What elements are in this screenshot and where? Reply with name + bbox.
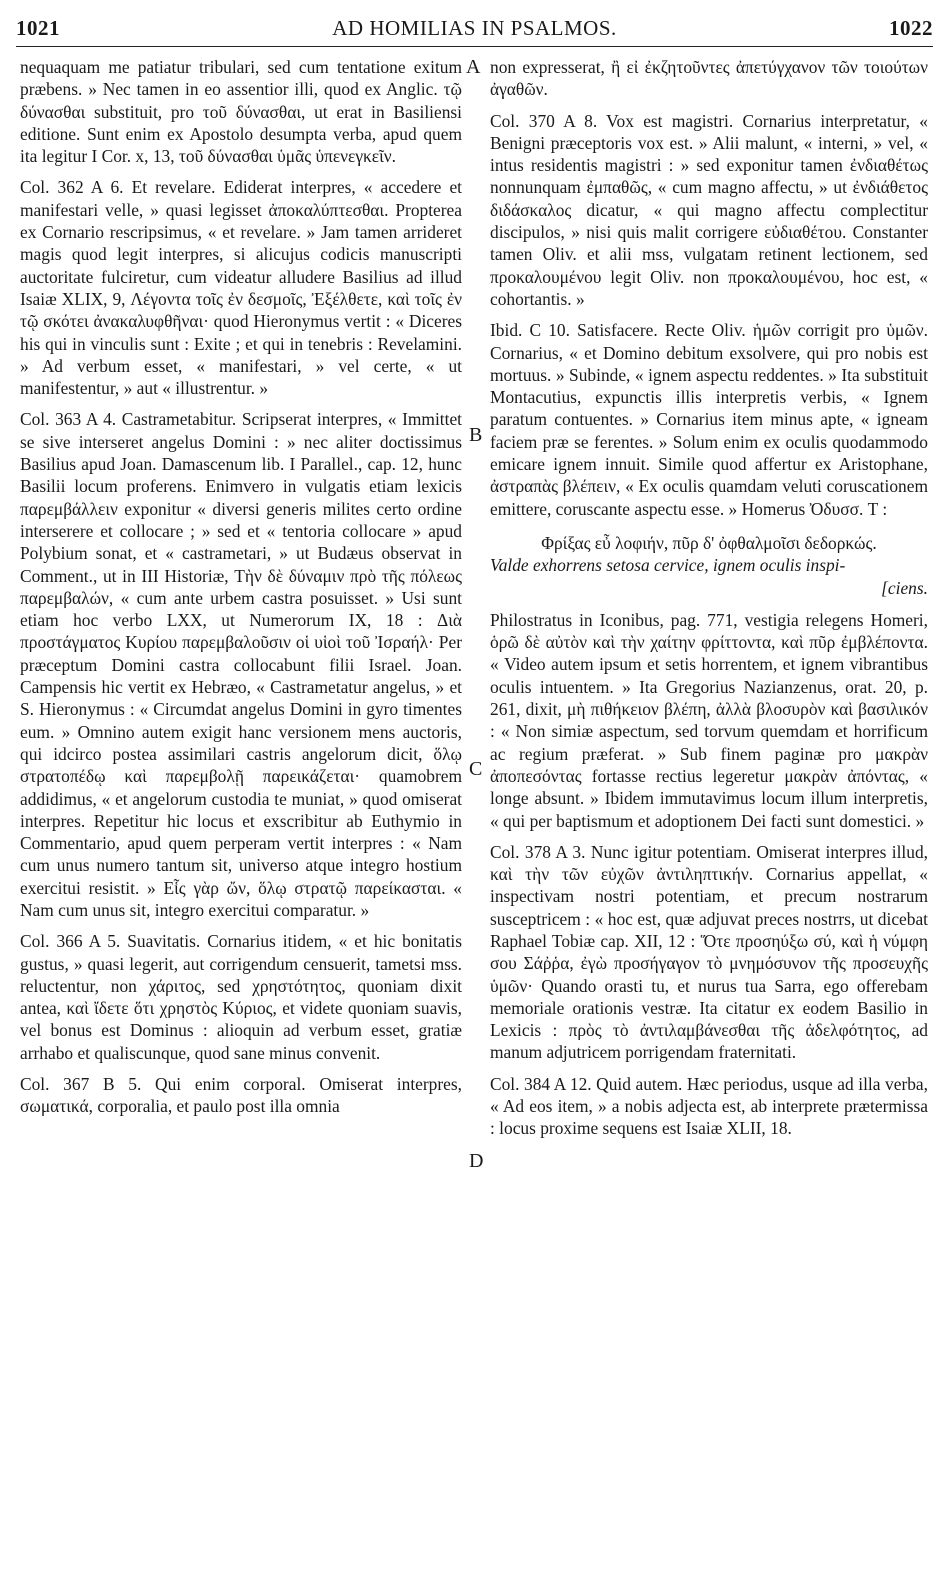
left-paragraph-4: Col. 366 A 5. Suavitatis. Cornarius itidem, « et hic bonitatis gustus, » quasi legerit, aut corrigendum censuerit, tametsi mss. reluctentur, non χάριτος, sed χρηστότητος, quoniam dixit antea, καὶ ἴδετε ὅτι χρηστὸς Κύριος, et videte quoniam suavis, vel bonus est Dominus : alioquin ad verbum esset, gratiæ arrhabo et qualiscunque, quod sane minus convenit. <box>20 931 462 1063</box>
homer-quotation <box>490 532 928 599</box>
right-paragraph-3: Ibid. C 10. Satisfacere. Recte Oliv. ἡμῶν corrigit pro ὑμῶν. Cornarius, « et Domino debitum exsolvere, qui pro nobis est mortuus. » Subinde, « ignem aspectu reddentes. » Ita substituit Montacutius, expunctis illis interpretis verbis, « Ignem paratum contuentes. » Cornarius item minus apte, « igneam faciem præ se ferentes. » Solum enim ex oculis quodammodo emicare ignem innuit. Simile quod affertur ex Aristophane, ἀστραπὰς βλέπειν, « Ex oculis quamdam veluti coruscationem emittere, coruscante aspectu esse. » Homerus Ὀδυσσ. T : <box>490 320 928 519</box>
margin-letter-b: B <box>469 424 483 446</box>
running-title: AD HOMILIAS IN PSALMOS. <box>332 16 617 40</box>
verse-greek: Φρίξας εὖ λοφιήν, πῦρ δ' ὀφθαλμοῖσι δεδορκώς. <box>541 532 877 553</box>
verse-latin-line: Valde exhorrens setosa cervice, ignem oculis inspi- <box>490 555 846 576</box>
right-paragraph-2: Col. 370 A 8. Vox est magistri. Cornarius interpretatur, « Benigni præceptoris vox est. » Alii malunt, « interni, » vel, « intus residentis magistri : » sed exponitur tamen ἐνδιαθέτως nonnunquam ἐμπαθῶς, « cum magno affectu, » ut ἐνδιάθετος διδάσκαλος dicatur, « qui magno affectu complectitur discipulos, » nisi quis malit corrigere εὐδιαθέτου. Constanter tamen Oliv. et alii mss, vulgatam retinent lectionem, sed προκαλουμένου legit Oliv. non προκαλουμένου, hoc est, « cohortantis. » <box>490 110 928 309</box>
page-number-right: 1022 <box>889 16 933 40</box>
margin-letter-d: D <box>469 1150 484 1172</box>
left-paragraph-5: Col. 367 B 5. Qui enim corporal. Omiserat interpres, σωματικά, corporalia, et paulo post illa omnia <box>20 1074 462 1117</box>
right-column <box>490 56 928 1140</box>
right-paragraph-5: Col. 378 A 3. Nunc igitur potentiam. Omiserat interpres illud, καὶ τὴν τῶν εὐχῶν ἀντιληπτικήν. Cornarius appellat, « inspectivam nostri potentiam, et precum nostrarum susceptricem : « hoc est, quæ adjuvat preces nostrrs, ut dicebat Raphael Tobiæ cap. XII, 12 : Ὅτε προσηύξω σύ, καὶ ἡ νύμφη σου Σάῤῥα, ἐγὼ προσήγαγον τὸ μνημόσυνον τῆς προσευχῆς ὑμῶν· Quando orasti tu, et nurus tua Sarra, ego offerebam memoriale orationis vestræ. Ita citatur ex eodem Basilio in Lexicis : πρὸς τὸ ἀντιλαμβάνεσθαι τῆς ἀδελφότητος, ad manum adjutricem porrigendam fraternitati. <box>490 841 928 1063</box>
right-paragraph-6: Col. 384 A 12. Quid autem. Hæc periodus, usque ad illa verba, « Ad eos item, » a nobis adjecta est, ab interprete prætermissa : locus proxime sequens est Isaiæ XLII, 18. <box>490 1073 928 1139</box>
right-paragraph-4: Philostratus in Iconibus, pag. 771, vestigia relegens Homeri, ὁρῶ δὲ αὐτὸν καὶ τὴν χαίτην φρίττοντα, καὶ πῦρ ἐμβλέποντα. « Video autem ipsum et setis horrentem, et ignem vibrantibus oculis intuentem. » Ita Gregorius Nazianzenus, orat. 20, p. 261, dixit, μὴ πιθήκειον βλέπη, ἀλλὰ βλοσυρὸν καὶ βασιλικόν : « Non simiæ aspectum, sed torvum quemdam et horrificum ac regium præferat. » Sub finem paginæ pro μακρὰν ἀποπεσόντας fortasse rectius legeretur μακρὰν ἀπόντας, « longe absunt. » Ibidem immutavimus locum illum interpretis, « qui per baptismum et adoptionem Dei facti sunt domestici. » <box>490 609 928 831</box>
margin-letter-a: A <box>466 56 481 78</box>
verse-latin-end: [ciens. <box>881 577 928 598</box>
right-paragraph-1: non expresserat, ἢ εἰ ἐκζητοῦντες ἀπετύγχανον τῶν τοιούτων ἀγαθῶν. <box>490 57 928 100</box>
left-paragraph-3: Col. 363 A 4. Castrametabitur. Scripserat interpres, « Immittet se sive interseret angelus Domini : » nec aliter doctissimus Basilius apud Joan. Damascenum lib. I Parallel., cap. 12, hunc Basilii locum proferens. Enimvero in vulgatis etiam lexicis παρεμβάλλειν exponitur « diversi generis milites certo ordine interserere et collocare ; » sed et « tentoria collocare » apud Polybium sonat, et « castrametari, » ut Budæus observat in Comment., ut in III Historiæ, Τὴν δὲ δύναμιν πρὸ τῆς πόλεως παρεμβαλών, « cum ante urbem castra posuisset. » Usi sunt etiam hoc verbo LXX, ut Numerorum IX, 18 : Διὰ προστάγματος Κυρίου παρεμβαλοῦσιν οἱ υἱοὶ τοῦ Ἰσραήλ· Per præceptum Domini castra collocabunt filii Israel. Joan. Campensis hic vertit ex Hebræo, « Castrametatur angelus, » et S. Hieronymus : « Circumdat angelus Domini in gyro timentes eum. » Omnino autem exigit hanc versionem mens auctoris, qui idcirco postea assimilari castris angelorum dicit, ὅλῳ στρατοπέδῳ καὶ παρεμβολῇ παρεικάζεται· quamobrem addidimus, « et angelorum custodia te muniat, » quod omiserat interpres. Repetitur hic locus et exscribitur ab Euthymio in Commentario, apud quem perperam vertit interpres : « Nam cum unus numero tantum sit, universo atque integro hostium exercitui resistit. » Εἷς γὰρ ὤν, ὅλῳ στρατῷ παρείκασται. « Nam cum unus sit, integro exercitui comparatur. » <box>20 409 462 920</box>
left-paragraph-1: nequaquam me patiatur tribulari, sed cum tentatione exitum præbens. » Nec tamen in eo assentior illi, quod ex Anglic. τῷ δύνασθαι substituit, pro τοῦ δύνασθαι, ut erat in Basiliensi editione. Sunt enim ex Apostolo desumpta verba, apud quem ita legitur I Cor. x, 13, τοῦ δύνασθαι ὑμᾶς ὑπενεγκεῖν. <box>20 57 462 167</box>
page-number-left: 1021 <box>16 16 60 40</box>
running-header <box>16 16 933 47</box>
left-column <box>20 56 462 1118</box>
margin-letter-c: C <box>469 758 483 780</box>
left-paragraph-2: Col. 362 A 6. Et revelare. Ediderat interpres, « accedere et manifestari velle, » quasi legisset ἀποκαλύπτεσθαι. Propterea ex Cornario rescripsimus, « et revelare. » Jam tamen arrideret magis quod legit interpres, si alicujus codicis manuscripti auctoritate fulciretur, cum videatur alludere Basilius ad illud Isaiæ XLIX, 9, Λέγοντα τοῖς ἐν δεσμοῖς, Ἐξέλθετε, καὶ τοῖς ἐν τῷ σκότει ἀνακαλυφθῆναι· quod Hieronymus vertit : « Diceres his qui in vinculis sunt : Exite ; et qui in tenebris : Revelamini. » Ad verbum esset, « manifestari, » vel certe, « ut manifestentur, » aut « illustrentur. » <box>20 177 462 399</box>
